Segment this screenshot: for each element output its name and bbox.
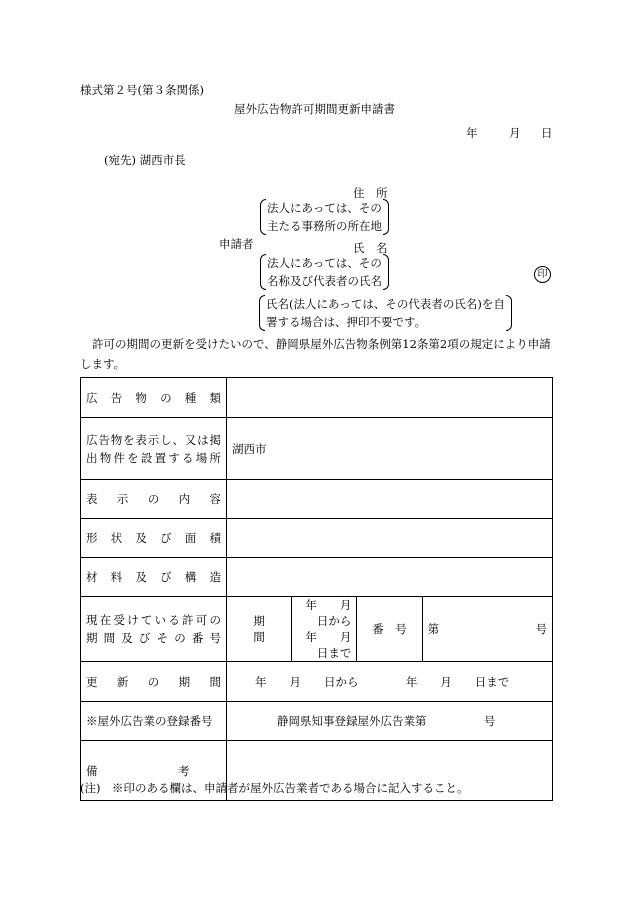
registration-field[interactable] (227, 702, 553, 741)
bracket-open (260, 254, 266, 290)
address-note-line-1: 法人にあっては、その (267, 201, 382, 215)
signature-note-line-1: 氏名(法人にあっては、その代表者の氏名)を自 (266, 297, 505, 311)
number-prefix: 第 (427, 622, 440, 636)
address-note (267, 199, 382, 235)
location-label-line-2: 出物件を設置する場所 (86, 450, 221, 465)
date-year: 年 (466, 126, 478, 140)
bracket-close (506, 295, 512, 331)
application-table (80, 377, 553, 801)
current-period-field[interactable] (292, 597, 375, 662)
name-note (267, 254, 382, 290)
name-note-line-2: 名称及び代表者の氏名 (267, 274, 382, 288)
shape-label: 形状及び面積 (81, 519, 227, 558)
row-registration (81, 702, 553, 741)
body-text: 許可の期間の更新を受けたいので、静岡県屋外広告物条例第12条第2項の規定により申請します。 (80, 337, 551, 371)
date-month: 月 (509, 126, 521, 140)
signature-note-line-2: 署する場合は、押印不要です。 (266, 315, 427, 329)
row-ad-type (81, 378, 553, 418)
form-number: 様式第２号(第３条関係) (80, 83, 204, 97)
current-period-from: 年 月 日から (305, 598, 375, 628)
row-location (81, 418, 553, 480)
period-label: 期 間 (227, 597, 292, 662)
row-shape (81, 519, 553, 558)
location-label-line-1: 広告物を表示し、又は掲 (86, 432, 221, 447)
current-number-field[interactable] (422, 597, 552, 662)
current-permit-label (81, 597, 227, 662)
ad-type-field[interactable] (227, 378, 553, 418)
remarks-label: 備 考 (81, 741, 227, 801)
bracket-close (383, 199, 389, 235)
renewal-from: 年 月 日から (255, 674, 359, 689)
shape-field[interactable] (227, 519, 553, 558)
current-permit-label-line-1: 現在受けている許可の (86, 613, 221, 627)
applicant-label: 申請者 (219, 237, 254, 251)
location-label (81, 418, 227, 480)
footnote: (注) ※印のある欄は、申請者が屋外広告業者である場合に記入すること。 (80, 781, 469, 795)
seal-mark: 印 (534, 266, 551, 283)
number-suffix: 号 (535, 622, 547, 636)
bracket-open (260, 199, 266, 235)
row-current-permit (81, 597, 553, 662)
name-note-line-1: 法人にあっては、その (267, 256, 382, 270)
address-note-line-2: 主たる事務所の所在地 (267, 219, 382, 233)
current-period-to: 年 月 日まで (305, 630, 375, 660)
location-field[interactable]: 湖西市 (227, 418, 553, 480)
registration-text: 静岡県知事登録屋外広告業第 (277, 714, 427, 728)
renewal-label: 更新の期間 (81, 662, 227, 702)
content-field[interactable] (227, 480, 553, 519)
date-day: 日 (541, 126, 553, 140)
registration-suffix: 号 (483, 714, 496, 728)
bracket-close (383, 254, 389, 290)
page-title: 屋外広告物許可期間更新申請書 (234, 102, 395, 116)
signature-note (266, 295, 505, 331)
row-content (81, 480, 553, 519)
registration-label: ※屋外広告業の登録番号 (81, 702, 227, 741)
renewal-to: 年 月 日まで (405, 674, 510, 689)
number-label: 番 号 (357, 597, 422, 662)
current-permit-label-line-2: 期間及びその番号 (86, 631, 221, 645)
row-material (81, 558, 553, 597)
addressee: (宛先) 湖西市長 (104, 153, 186, 167)
bracket-open (259, 295, 265, 331)
content-label: 表示の内容 (81, 480, 227, 519)
material-label: 材料及び構造 (81, 558, 227, 597)
material-field[interactable] (227, 558, 553, 597)
name-label: 氏 名 (353, 241, 388, 255)
row-renewal (81, 662, 553, 702)
ad-type-label: 広告物の種類 (81, 378, 227, 418)
renewal-field[interactable] (227, 662, 553, 702)
address-label: 住 所 (353, 186, 388, 200)
